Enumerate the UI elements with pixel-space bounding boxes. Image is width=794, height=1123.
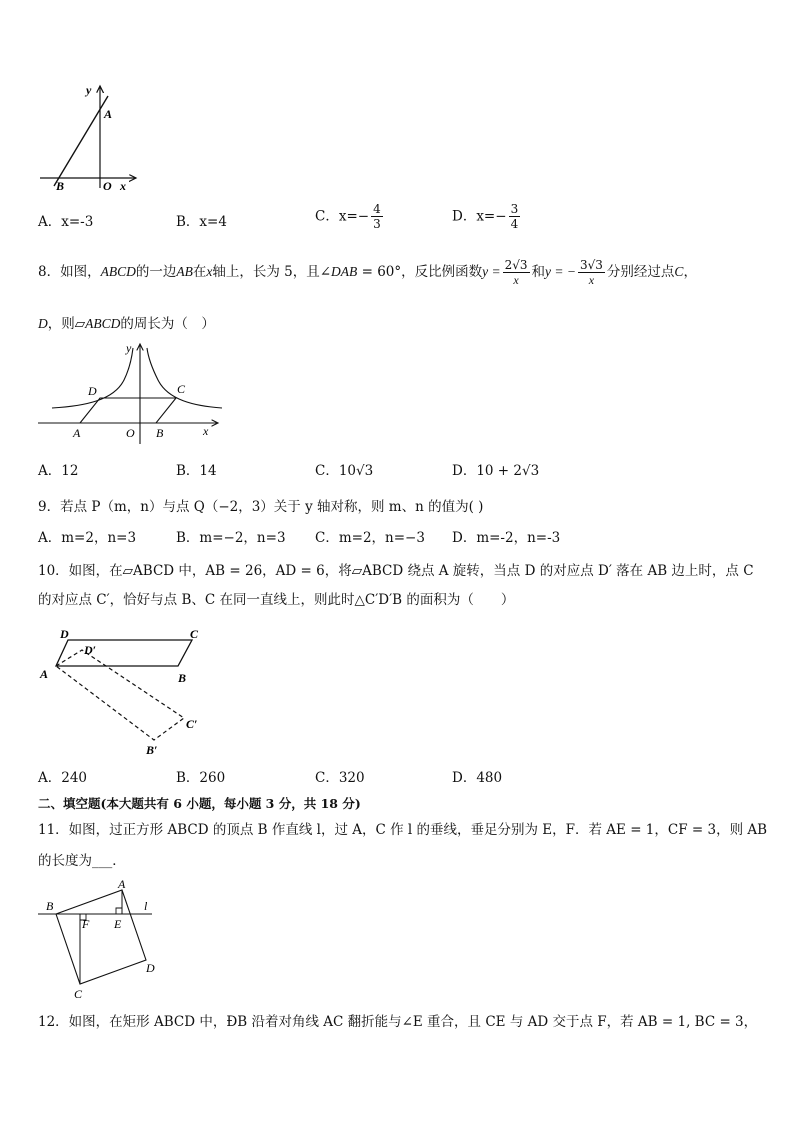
q8-ab: AB <box>176 264 193 279</box>
label-y: y <box>86 83 92 97</box>
label-b: B <box>56 179 65 193</box>
q7-option-b: B．x=4 <box>176 214 227 230</box>
q11-right-angle-e <box>116 908 122 914</box>
q11-label-e: E <box>114 917 122 931</box>
q10-label-d: D <box>60 627 69 641</box>
q7-option-c <box>315 202 385 231</box>
q8-label-y: y <box>126 341 132 355</box>
q10-option-a: A．240 <box>38 770 88 786</box>
q11-label-a: A <box>118 877 126 891</box>
q8-option-d: D．10 + 2√3 <box>452 463 540 479</box>
q10-label-cp: C′ <box>186 717 198 731</box>
q8-option-a: A．12 <box>38 463 79 479</box>
q8-line2-d: D <box>38 316 48 331</box>
q11-square <box>56 890 146 984</box>
q11-figure <box>34 876 164 1002</box>
q12-line1: 12．如图，在矩形 ABCD 中，ÐB 沿着对角线 AC 翻折能与∠E 重合，且 CE 与 AD 交于点 F，若 AB = 1, BC = 3， <box>38 1014 758 1030</box>
q9-option-c: C．m=2，n=−3 <box>315 530 425 546</box>
q8-option-c: C．10√3 <box>315 463 374 479</box>
q7-option-a: A．x=-3 <box>38 214 94 230</box>
q11-line2: 的长度为___． <box>38 853 126 869</box>
q8-f1-den: x <box>513 273 519 287</box>
q9-text: 9．若点 P（m，n）与点 Q（−2，3）关于 y 轴对称，则 m、n 的值为( ) <box>38 499 484 515</box>
label-a: A <box>104 107 113 121</box>
q8-text7: 分别经过点 <box>606 264 675 280</box>
q8-label-b: B <box>156 426 164 440</box>
q11-label-f: F <box>82 917 90 931</box>
q8-text8: ， <box>683 264 697 280</box>
q8-label-a: A <box>73 426 81 440</box>
q8-text2: 的一边 <box>135 264 177 280</box>
q8-c: C <box>674 264 684 279</box>
q8-y2: y = − <box>545 264 576 279</box>
q8-text6: 和 <box>531 264 546 280</box>
q11-label-b: B <box>46 899 54 913</box>
q11-line1: 11．如图，过正方形 ABCD 的顶点 B 作直线 l，过 A，C 作 l 的垂线，垂足分别为 E，F．若 AE = 1，CF = 3，则 AB <box>38 822 768 838</box>
q8-x: x <box>206 264 213 279</box>
q10-label-dp: D′ <box>84 643 97 657</box>
q8-line2-end: 的周长为（ ） <box>120 316 215 332</box>
q10-figure <box>36 622 216 760</box>
q7-figure <box>36 82 146 194</box>
q10-rotated-parallelogram <box>56 650 187 740</box>
q7-option-d-prefix: D．x=− <box>452 208 507 225</box>
q8-text1: 如图， <box>60 264 101 280</box>
q8-right-curve <box>147 348 222 408</box>
q7-c-den: 3 <box>373 217 381 231</box>
q7-d-num: 3 <box>510 202 519 216</box>
q8-text4: 轴上，长为 5，且∠ <box>212 264 332 280</box>
q8-option-b: B．14 <box>176 463 217 479</box>
q8-label-o: O <box>126 426 135 440</box>
label-o: O <box>103 179 112 193</box>
q8-text5: = 60°，反比例函数 <box>357 264 483 280</box>
q8-f2-num: 3√3 <box>580 258 603 272</box>
q8-line2-text: ，则▱ <box>47 316 86 332</box>
q10-option-b: B．260 <box>176 770 226 786</box>
q10-label-a: A <box>40 667 49 681</box>
q8-abcd: ABCD <box>100 264 136 279</box>
q9-option-d: D．m=-2，n=-3 <box>452 530 561 546</box>
q10-label-bp: B′ <box>146 743 158 757</box>
q7-option-c-frac <box>371 202 383 231</box>
q9-option-b: B．m=−2，n=3 <box>176 530 286 546</box>
q10-label-b: B <box>178 671 187 685</box>
q7-option-d <box>452 202 522 231</box>
q8-f1-num: 2√3 <box>504 258 528 272</box>
q8-f2-den: x <box>588 273 595 287</box>
q8-y1: y = <box>482 264 501 279</box>
q10-line1: 10．如图，在▱ABCD 中，AB = 26，AD = 6，将▱ABCD 绕点 A 旋转，当点 D 的对应点 D′ 落在 AB 边上时，点 C <box>38 563 754 579</box>
q9-option-a: A．m=2，n=3 <box>38 530 137 546</box>
q10-option-d: D．480 <box>452 770 503 786</box>
q8-figure <box>36 340 226 446</box>
q10-line2: 的对应点 C′，恰好与点 B、C 在同一直线上，则此时△C′D′B 的面积为（ ） <box>38 592 515 608</box>
q8-label-x: x <box>203 424 209 438</box>
q8-text3: 在 <box>192 264 207 280</box>
section-title: 二、填空题(本大题共有 6 小题，每小题 3 分，共 18 分) <box>38 796 361 811</box>
q8-frac2 <box>578 258 605 287</box>
q7-option-d-frac <box>509 202 521 231</box>
q8-frac1 <box>503 258 530 287</box>
q7-option-c-prefix: C．x=− <box>315 208 370 225</box>
q8-label-d: D <box>88 384 97 398</box>
q11-label-d: D <box>146 961 155 975</box>
q8-line2-abcd: ABCD <box>85 316 121 331</box>
q8-dab: DAB <box>331 264 358 279</box>
q7-c-num: 4 <box>373 202 381 216</box>
q11-label-l: l <box>144 899 148 913</box>
q7-d-den: 4 <box>510 217 519 231</box>
q10-option-c: C．320 <box>315 770 365 786</box>
label-x: x <box>120 179 126 193</box>
q8-label-c: C <box>177 382 186 396</box>
q11-label-c: C <box>74 987 83 1001</box>
q8-line1 <box>38 258 697 287</box>
q10-label-c: C <box>190 627 199 641</box>
q8-number: 8． <box>38 264 61 280</box>
q8-line2 <box>38 314 215 334</box>
q8-left-curve <box>52 348 133 408</box>
